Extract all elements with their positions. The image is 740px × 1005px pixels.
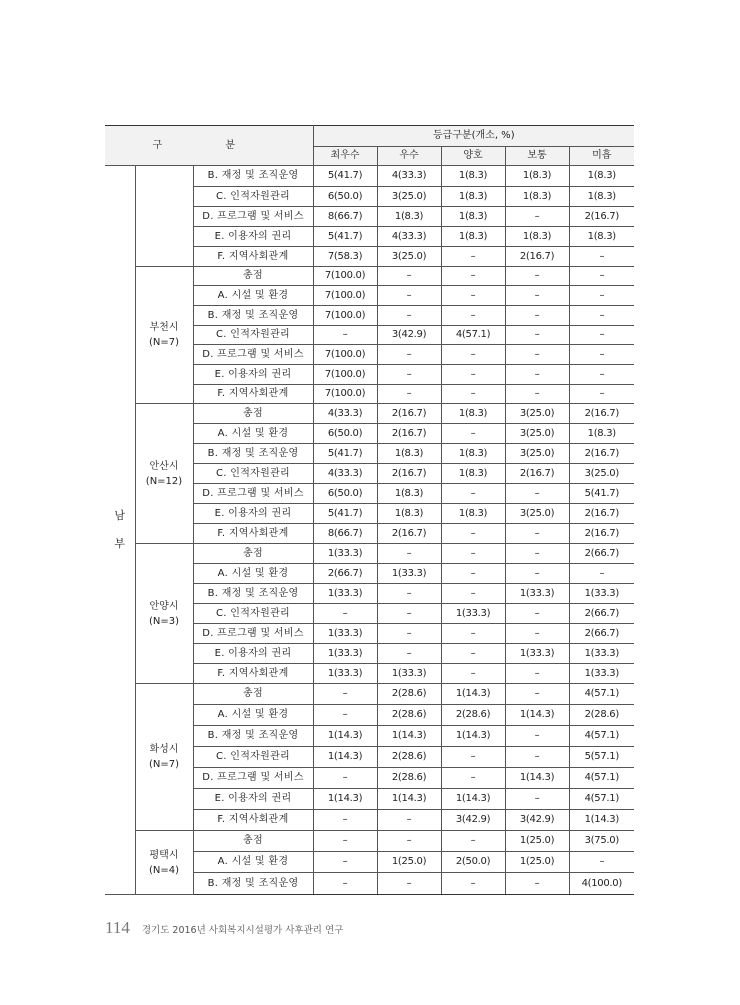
page-number: 114 (105, 918, 130, 937)
area-label-char: 부 (114, 537, 126, 550)
value-cell: – (377, 810, 441, 831)
value-cell: – (441, 484, 505, 504)
value-cell: 3(25.0) (505, 404, 569, 424)
value-cell: – (441, 306, 505, 326)
value-cell: 2(16.7) (569, 207, 634, 227)
value-cell: – (377, 584, 441, 604)
value-cell: – (505, 684, 569, 705)
value-cell: – (505, 484, 569, 504)
value-cell: 1(14.3) (505, 705, 569, 726)
value-cell: – (313, 768, 377, 789)
value-cell: – (441, 345, 505, 365)
value-cell: 1(33.3) (441, 604, 505, 624)
value-cell: 2(66.7) (569, 624, 634, 644)
value-cell: – (569, 564, 634, 584)
area-cell (105, 166, 135, 895)
region-count: (N=7) (148, 759, 180, 770)
value-cell: 1(33.3) (313, 664, 377, 684)
area-label-char: 남 (114, 509, 126, 522)
value-cell: 1(8.3) (441, 444, 505, 464)
value-cell: 2(28.6) (377, 768, 441, 789)
value-cell: – (441, 365, 505, 385)
value-cell: 2(16.7) (569, 524, 634, 544)
value-cell: – (313, 604, 377, 624)
value-cell: – (569, 326, 634, 345)
value-cell: 4(57.1) (441, 326, 505, 345)
item-label: C. 인적자원관리 (193, 326, 313, 345)
value-cell: – (313, 831, 377, 852)
value-cell: 6(50.0) (313, 484, 377, 504)
item-label: F. 지역사회관계 (193, 524, 313, 544)
item-label: D. 프로그램 및 서비스 (193, 484, 313, 504)
value-cell: 2(28.6) (377, 747, 441, 768)
grade-header-best: 최우수 (313, 147, 377, 166)
value-cell: 1(33.3) (313, 544, 377, 564)
grade-distribution-table (105, 125, 634, 895)
value-cell: 5(41.7) (569, 484, 634, 504)
value-cell: 1(8.3) (569, 187, 634, 207)
value-cell: – (441, 747, 505, 768)
value-cell: 1(8.3) (377, 444, 441, 464)
value-cell: 5(41.7) (313, 444, 377, 464)
value-cell: 1(14.3) (377, 789, 441, 810)
value-cell: 1(8.3) (441, 187, 505, 207)
value-cell: 8(66.7) (313, 207, 377, 227)
value-cell: 2(66.7) (569, 544, 634, 564)
value-cell: 3(42.9) (441, 810, 505, 831)
item-label: F. 지역사회관계 (193, 385, 313, 404)
value-cell: – (441, 524, 505, 544)
value-cell: 3(42.9) (505, 810, 569, 831)
value-cell: 2(28.6) (441, 705, 505, 726)
item-label: 총점 (193, 404, 313, 424)
item-label: E. 이용자의 권리 (193, 504, 313, 524)
item-label: D. 프로그램 및 서비스 (193, 624, 313, 644)
region-name: 평택시 (149, 849, 179, 861)
value-cell: – (377, 365, 441, 385)
item-label: A. 시설 및 환경 (193, 564, 313, 584)
value-cell: 1(25.0) (505, 852, 569, 873)
item-label: B. 재정 및 조직운영 (193, 873, 313, 895)
value-cell: 4(100.0) (569, 873, 634, 895)
item-label: C. 인적자원관리 (193, 187, 313, 207)
value-cell: 1(14.3) (313, 726, 377, 747)
value-cell: – (505, 726, 569, 747)
value-cell: 1(14.3) (569, 810, 634, 831)
value-cell: – (441, 267, 505, 286)
value-cell: 3(25.0) (505, 504, 569, 524)
table-row (105, 166, 634, 187)
value-cell: 1(8.3) (441, 227, 505, 247)
region-name: 안양시 (149, 600, 179, 612)
value-cell: 7(100.0) (313, 306, 377, 326)
value-cell: 4(57.1) (569, 789, 634, 810)
value-cell: 2(16.7) (569, 444, 634, 464)
value-cell: 2(16.7) (569, 504, 634, 524)
value-cell: 2(16.7) (505, 247, 569, 267)
item-label: B. 재정 및 조직운영 (193, 306, 313, 326)
value-cell: 1(8.3) (377, 207, 441, 227)
value-cell: 1(8.3) (441, 404, 505, 424)
value-cell: 8(66.7) (313, 524, 377, 544)
value-cell: – (441, 564, 505, 584)
value-cell: – (505, 789, 569, 810)
value-cell: – (505, 267, 569, 286)
value-cell: – (569, 365, 634, 385)
value-cell: – (377, 873, 441, 895)
table-row (105, 267, 634, 286)
value-cell: 1(14.3) (313, 747, 377, 768)
value-cell: – (377, 544, 441, 564)
value-cell: 1(14.3) (441, 684, 505, 705)
value-cell: 6(50.0) (313, 424, 377, 444)
value-cell: 7(100.0) (313, 365, 377, 385)
region-count: (N=12) (145, 475, 183, 487)
value-cell: 3(42.9) (377, 326, 441, 345)
item-label: B. 재정 및 조직운영 (193, 166, 313, 187)
value-cell: – (377, 267, 441, 286)
region-name: 안산시 (149, 460, 179, 472)
value-cell: 2(66.7) (313, 564, 377, 584)
value-cell: 7(100.0) (313, 286, 377, 306)
item-label: A. 시설 및 환경 (193, 424, 313, 444)
value-cell: 1(25.0) (505, 831, 569, 852)
value-cell: – (441, 831, 505, 852)
value-cell: – (505, 564, 569, 584)
value-cell: 4(33.3) (377, 166, 441, 187)
value-cell: – (313, 326, 377, 345)
value-cell: 1(33.3) (569, 664, 634, 684)
item-label: E. 이용자의 권리 (193, 227, 313, 247)
item-label: 총점 (193, 684, 313, 705)
grade-group-header: 등급구분(개소, %) (313, 126, 634, 147)
value-cell: 1(14.3) (313, 789, 377, 810)
value-cell: – (441, 544, 505, 564)
page-footer (105, 918, 343, 938)
value-cell: – (377, 306, 441, 326)
value-cell: 2(16.7) (505, 464, 569, 484)
value-cell: 7(100.0) (313, 385, 377, 404)
header-row-1 (105, 126, 634, 147)
value-cell: 4(57.1) (569, 768, 634, 789)
value-cell: 1(33.3) (569, 584, 634, 604)
grade-header-good: 양호 (441, 147, 505, 166)
value-cell: – (441, 584, 505, 604)
value-cell: – (505, 207, 569, 227)
value-cell: – (377, 345, 441, 365)
value-cell: 3(25.0) (569, 464, 634, 484)
table-row (105, 684, 634, 705)
value-cell: – (313, 810, 377, 831)
value-cell: 1(8.3) (441, 207, 505, 227)
value-cell: 2(28.6) (377, 705, 441, 726)
value-cell: 7(100.0) (313, 345, 377, 365)
item-label: 총점 (193, 267, 313, 286)
value-cell: 4(57.1) (569, 684, 634, 705)
item-label: 총점 (193, 831, 313, 852)
region-name: 부천시 (149, 322, 179, 333)
value-cell: – (313, 705, 377, 726)
table-row (105, 831, 634, 852)
value-cell: – (441, 247, 505, 267)
value-cell: 4(57.1) (569, 726, 634, 747)
value-cell: 2(16.7) (377, 424, 441, 444)
value-cell: – (441, 624, 505, 644)
region-cell (135, 166, 193, 267)
item-label: F. 지역사회관계 (193, 664, 313, 684)
value-cell: 7(100.0) (313, 267, 377, 286)
value-cell: – (569, 306, 634, 326)
value-cell: 2(16.7) (377, 404, 441, 424)
value-cell: 5(57.1) (569, 747, 634, 768)
value-cell: – (441, 424, 505, 444)
value-cell: 4(33.3) (313, 404, 377, 424)
value-cell: 1(33.3) (313, 624, 377, 644)
value-cell: 2(28.6) (377, 684, 441, 705)
value-cell: – (505, 873, 569, 895)
item-label: F. 지역사회관계 (193, 810, 313, 831)
value-cell: 5(41.7) (313, 504, 377, 524)
item-label: 총점 (193, 544, 313, 564)
value-cell: – (377, 644, 441, 664)
item-label: B. 재정 및 조직운영 (193, 584, 313, 604)
item-label: C. 인적자원관리 (193, 604, 313, 624)
value-cell: 2(16.7) (569, 404, 634, 424)
value-cell: 5(41.7) (313, 166, 377, 187)
value-cell: 1(33.3) (313, 584, 377, 604)
region-count: (N=3) (148, 615, 180, 627)
value-cell: – (377, 286, 441, 306)
value-cell: – (569, 267, 634, 286)
value-cell: 5(41.7) (313, 227, 377, 247)
division-header: 구 분 (105, 126, 313, 166)
value-cell: 1(8.3) (505, 187, 569, 207)
value-cell: 2(28.6) (569, 705, 634, 726)
value-cell: 1(8.3) (441, 166, 505, 187)
value-cell: 1(14.3) (441, 726, 505, 747)
value-cell: – (505, 544, 569, 564)
item-label: B. 재정 및 조직운영 (193, 444, 313, 464)
value-cell: – (505, 326, 569, 345)
grade-header-poor: 미흡 (569, 147, 634, 166)
value-cell: – (505, 306, 569, 326)
item-label: A. 시설 및 환경 (193, 705, 313, 726)
region-cell (135, 544, 193, 684)
item-label: F. 지역사회관계 (193, 247, 313, 267)
value-cell: – (441, 385, 505, 404)
value-cell: 1(14.3) (377, 726, 441, 747)
value-cell: 2(66.7) (569, 604, 634, 624)
value-cell: 2(16.7) (377, 524, 441, 544)
value-cell: 1(8.3) (505, 166, 569, 187)
value-cell: – (441, 286, 505, 306)
region-name: 화성시 (149, 744, 179, 755)
value-cell: 1(33.3) (505, 584, 569, 604)
value-cell: – (441, 873, 505, 895)
value-cell: 1(14.3) (441, 789, 505, 810)
item-label: C. 인적자원관리 (193, 747, 313, 768)
value-cell: 6(50.0) (313, 187, 377, 207)
value-cell: 1(8.3) (377, 504, 441, 524)
item-label: D. 프로그램 및 서비스 (193, 768, 313, 789)
value-cell: – (505, 345, 569, 365)
item-label: E. 이용자의 권리 (193, 365, 313, 385)
value-cell: 3(25.0) (377, 247, 441, 267)
region-cell (135, 684, 193, 831)
value-cell: 4(33.3) (377, 227, 441, 247)
grade-header-average: 보통 (505, 147, 569, 166)
table-row (105, 404, 634, 424)
item-label: D. 프로그램 및 서비스 (193, 207, 313, 227)
table-row (105, 544, 634, 564)
value-cell: – (441, 768, 505, 789)
value-cell: – (441, 664, 505, 684)
value-cell: – (377, 624, 441, 644)
value-cell: – (569, 852, 634, 873)
value-cell: 1(33.3) (377, 664, 441, 684)
value-cell: 1(8.3) (377, 484, 441, 504)
value-cell: 1(8.3) (569, 166, 634, 187)
item-label: C. 인적자원관리 (193, 464, 313, 484)
value-cell: 3(25.0) (505, 424, 569, 444)
footer-title: 경기도 2016년 사회복지시설평가 사후관리 연구 (141, 925, 344, 936)
value-cell: – (505, 286, 569, 306)
value-cell: – (569, 286, 634, 306)
value-cell: – (377, 831, 441, 852)
item-label: A. 시설 및 환경 (193, 852, 313, 873)
value-cell: – (377, 385, 441, 404)
value-cell: 1(33.3) (377, 564, 441, 584)
value-cell: 1(33.3) (313, 644, 377, 664)
region-cell (135, 831, 193, 895)
grade-header-excellent: 우수 (377, 147, 441, 166)
region-cell (135, 267, 193, 404)
value-cell: – (505, 664, 569, 684)
value-cell: 1(33.3) (505, 644, 569, 664)
item-label: E. 이용자의 권리 (193, 789, 313, 810)
value-cell: 2(16.7) (377, 464, 441, 484)
table-body (105, 166, 634, 895)
value-cell: 1(8.3) (569, 424, 634, 444)
value-cell: 2(50.0) (441, 852, 505, 873)
item-label: B. 재정 및 조직운영 (193, 726, 313, 747)
value-cell: – (505, 385, 569, 404)
value-cell: 1(8.3) (441, 504, 505, 524)
value-cell: 1(8.3) (505, 227, 569, 247)
value-cell: – (569, 385, 634, 404)
item-label: D. 프로그램 및 서비스 (193, 345, 313, 365)
value-cell: – (569, 247, 634, 267)
region-count: (N=7) (148, 337, 180, 348)
value-cell: 3(25.0) (505, 444, 569, 464)
value-cell: – (505, 747, 569, 768)
region-cell (135, 404, 193, 544)
value-cell: 1(8.3) (441, 464, 505, 484)
value-cell: 1(8.3) (569, 227, 634, 247)
value-cell: – (505, 604, 569, 624)
value-cell: – (505, 624, 569, 644)
value-cell: – (377, 604, 441, 624)
region-count: (N=4) (148, 864, 180, 876)
value-cell: 1(14.3) (505, 768, 569, 789)
value-cell: – (505, 524, 569, 544)
item-label: E. 이용자의 권리 (193, 644, 313, 664)
value-cell: 3(25.0) (377, 187, 441, 207)
value-cell: – (313, 873, 377, 895)
value-cell: – (569, 345, 634, 365)
value-cell: 1(33.3) (569, 644, 634, 664)
value-cell: 4(33.3) (313, 464, 377, 484)
value-cell: – (505, 365, 569, 385)
value-cell: 7(58.3) (313, 247, 377, 267)
value-cell: 3(75.0) (569, 831, 634, 852)
item-label: A. 시설 및 환경 (193, 286, 313, 306)
value-cell: – (441, 644, 505, 664)
value-cell: – (313, 852, 377, 873)
value-cell: 1(25.0) (377, 852, 441, 873)
value-cell: – (313, 684, 377, 705)
